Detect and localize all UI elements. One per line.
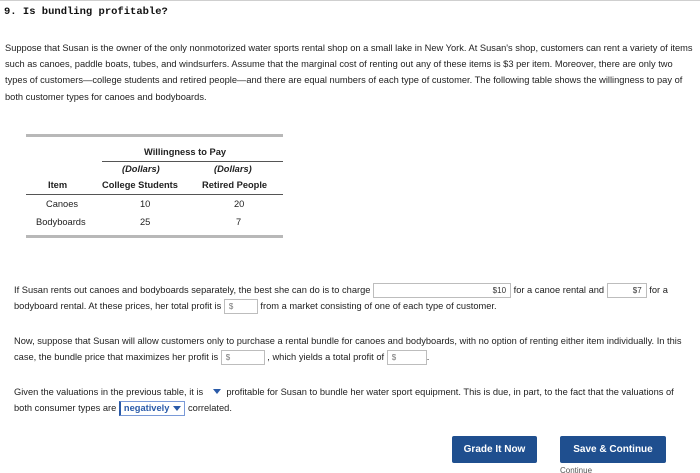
part2-text: Now, suppose that Susan will allow customers only to purchase a rental bundle for canoes and bodyboards, with no option of renting either item individually. In this case, the bundle price that maximizes her profit is <box>14 336 682 362</box>
part1-text: for a canoe rental and <box>513 285 605 295</box>
bodyboard-price-value: $7 <box>632 286 642 296</box>
part1-text: for a bodyboard rental. At these prices, her total profit is <box>14 285 668 312</box>
bundle-price-input[interactable] <box>221 350 265 365</box>
correlation-dropdown[interactable] <box>119 401 185 416</box>
chevron-down-icon <box>213 389 221 394</box>
currency-symbol: $ <box>391 353 397 363</box>
table-top-rule <box>26 134 283 137</box>
save-continue-button[interactable]: Save & Continue <box>560 436 666 463</box>
header-item: Item <box>48 180 68 190</box>
part3-paragraph <box>14 384 694 416</box>
part2-paragraph <box>14 333 694 365</box>
table-unit-row <box>26 162 283 178</box>
header-college: College Students <box>102 180 178 190</box>
row-college: 25 <box>140 217 151 227</box>
group-header: Willingness to Pay <box>144 147 227 157</box>
table-group-header-row <box>26 145 283 161</box>
grade-it-now-button[interactable]: Grade It Now <box>452 436 537 463</box>
correlation-value: negatively <box>123 403 170 414</box>
currency-symbol: $ <box>228 302 234 312</box>
question-title: 9. Is bundling profitable? <box>4 6 168 18</box>
chevron-down-icon <box>173 406 181 411</box>
row-item: Canoes <box>46 199 79 209</box>
part3-text: correlated. <box>188 403 232 414</box>
part3-text: profitable for Susan to bundle her water sport equipment. This is due, in part, to the fact that the valuations of both consumer types are <box>14 387 674 414</box>
unit-college: (Dollars) <box>122 164 160 174</box>
part2-text: . <box>426 352 430 362</box>
continue-link[interactable]: Continue <box>560 466 593 473</box>
profit-separate-input[interactable] <box>224 299 258 314</box>
profitability-dropdown[interactable] <box>206 385 224 400</box>
row-item: Bodyboards <box>36 217 86 227</box>
table-header-row <box>26 178 283 194</box>
canoe-price-value: $10 <box>492 286 507 296</box>
currency-symbol: $ <box>225 353 231 363</box>
part1-text: from a market consisting of one of each type of customer. <box>260 301 497 312</box>
row-college: 10 <box>140 199 151 209</box>
top-divider <box>0 0 700 1</box>
canoe-price-dropdown[interactable] <box>373 283 511 298</box>
header-rule <box>26 194 283 195</box>
part3-text: Given the valuations in the previous table, it is <box>14 387 204 397</box>
table-row <box>26 215 283 231</box>
table-bottom-rule <box>26 235 283 238</box>
question-intro: Suppose that Susan is the owner of the only nonmotorized water sports rental shop on a small lake in New York. At Susan's shop, customers can rent a variety of items such as canoes, paddle boats, tubes, and windsurfers. Assume that the marginal cost of renting out any of these items is $3 per item. Moreover, there are only two types of customers—college students and retired people—and there are equal numbers of each type of customer. The following table shows the willingness to pay of both customer types for canoes and bodyboards. <box>5 43 693 102</box>
part2-text: , which yields a total profit of <box>267 352 385 362</box>
bodyboard-price-dropdown[interactable] <box>607 283 647 298</box>
wtp-table <box>26 134 283 238</box>
unit-retired: (Dollars) <box>214 164 252 174</box>
part1-paragraph <box>14 282 694 314</box>
table-row <box>26 197 283 213</box>
row-retired: 7 <box>236 217 242 227</box>
row-retired: 20 <box>234 199 245 209</box>
header-retired: Retired People <box>202 180 268 190</box>
part1-text: If Susan rents out canoes and bodyboards separately, the best she can do is to charge <box>14 285 371 295</box>
bundle-profit-input[interactable] <box>387 350 427 365</box>
